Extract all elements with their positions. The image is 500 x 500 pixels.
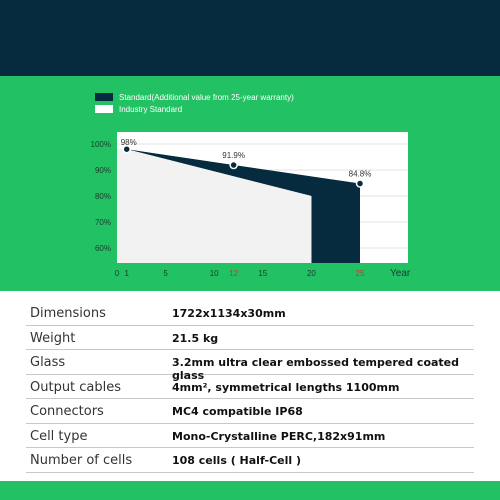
spec-label: Dimensions: [30, 306, 106, 321]
spec-row: [26, 326, 474, 351]
x-axis-label: Year: [390, 268, 411, 279]
y-tick-label: 70%: [94, 218, 111, 227]
spec-label: Glass: [30, 355, 66, 370]
data-label: 84.8%: [348, 169, 372, 179]
spec-table: [0, 301, 500, 473]
spec-value: 3.2mm ultra clear embossed tempered coated glass: [172, 356, 460, 382]
spec-row: [26, 350, 474, 382]
spec-label: Cell type: [30, 428, 88, 444]
x-tick-label: 12: [229, 269, 239, 278]
data-label: 98%: [120, 138, 137, 148]
y-tick-label: 90%: [94, 166, 111, 175]
y-tick-label: 60%: [94, 244, 111, 253]
spec-row: [26, 448, 474, 473]
spec-row: [26, 375, 474, 400]
data-point: [230, 162, 237, 169]
spec-value: 4mm², symmetrical lengths 1100mm: [172, 380, 400, 394]
spec-value: 21.5 kg: [172, 331, 219, 345]
spec-value: 1722x1134x30mm: [172, 307, 286, 320]
y-tick-label: 100%: [90, 140, 111, 149]
footer-band: [0, 481, 500, 500]
spec-label: Output cables: [30, 379, 122, 395]
x-tick-label: 0: [114, 269, 120, 278]
spec-label: Number of cells: [30, 453, 133, 468]
x-tick-label: 1: [124, 269, 129, 278]
x-tick-label: 5: [163, 269, 168, 278]
header-band: [0, 0, 500, 76]
x-tick-label: 15: [258, 269, 268, 278]
spec-row: [26, 399, 474, 424]
spec-label: Weight: [30, 330, 76, 346]
data-label: 91.9%: [222, 151, 245, 161]
spec-value: Mono-Crystalline PERC,182x91mm: [172, 429, 386, 443]
x-tick-label: 10: [209, 269, 219, 278]
legend-label-standard: Standard(Additional value from 25-year warranty): [119, 92, 294, 102]
spec-label: Connectors: [30, 404, 104, 419]
spec-value: MC4 compatible IP68: [172, 405, 303, 418]
data-point: [357, 180, 364, 187]
spec-row: [26, 424, 474, 449]
x-tick-label: 25: [355, 269, 365, 278]
spec-row: [26, 301, 474, 326]
x-tick-label: 20: [306, 269, 316, 278]
warranty-chart: [0, 76, 500, 291]
y-tick-label: 80%: [94, 192, 111, 201]
spec-value: 108 cells ( Half-Cell ): [172, 454, 302, 467]
legend-label-industry: Industry Standard: [119, 104, 183, 114]
